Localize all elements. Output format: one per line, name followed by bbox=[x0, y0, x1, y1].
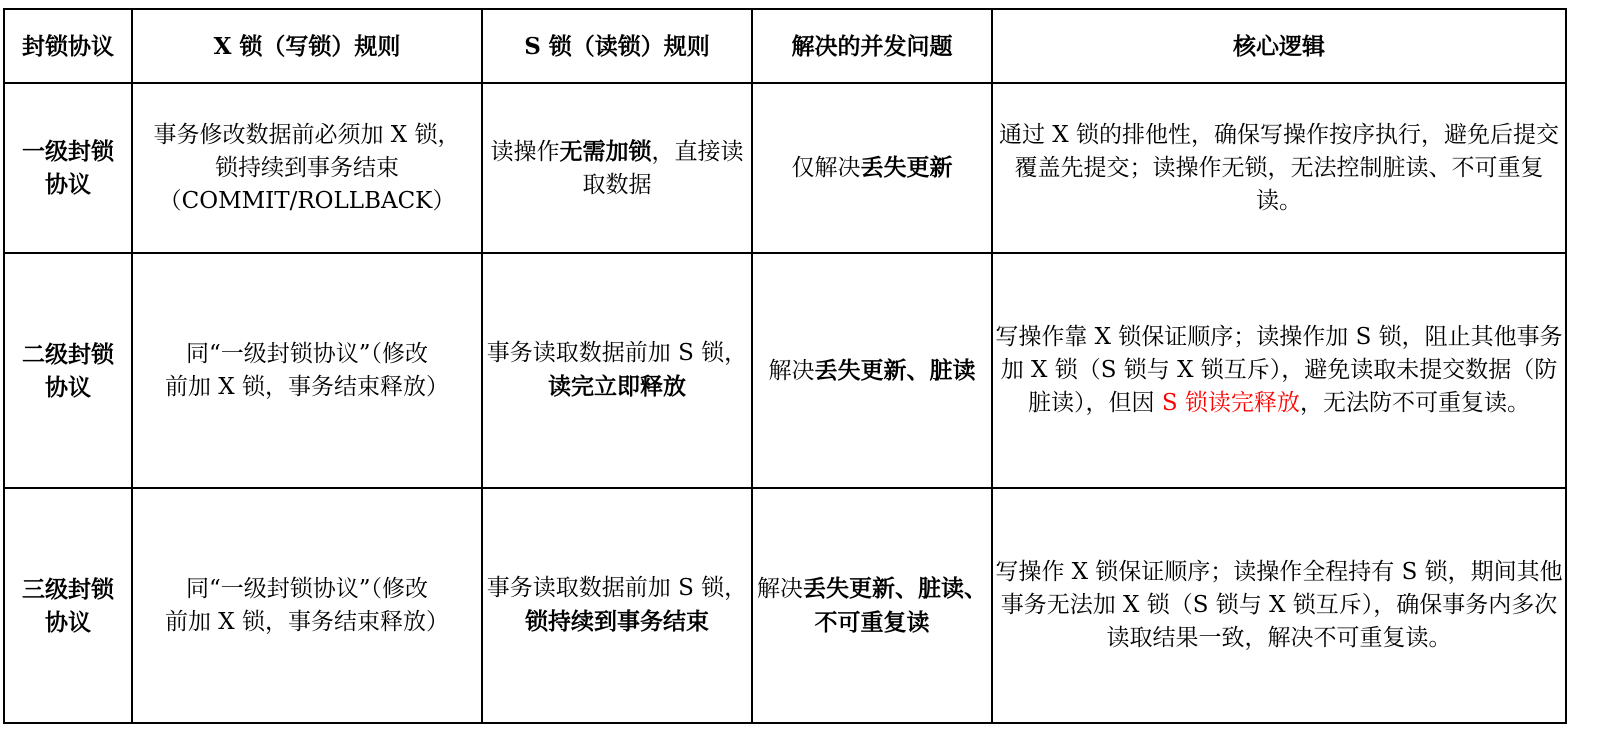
s-lock-rule-cell bbox=[482, 488, 752, 723]
x-rule-line: （COMMIT/ROLLBACK） bbox=[158, 187, 456, 214]
x-rule-line: 事务修改数据前必须加 X 锁， bbox=[153, 121, 461, 148]
x-lock-rule-cell bbox=[132, 253, 482, 488]
logic-text: ，无法防不可重复读。 bbox=[1299, 390, 1530, 416]
solved-issues-cell bbox=[752, 253, 992, 488]
solved-text: 解决 bbox=[768, 357, 815, 384]
s-lock-rule-cell bbox=[482, 83, 752, 253]
header-protocol: 封锁协议 bbox=[4, 9, 132, 83]
solved-bold: 丢失更新 bbox=[860, 154, 953, 181]
x-lock-rule-cell bbox=[132, 83, 482, 253]
s-rule-text: 事务读取数据前加 S 锁， bbox=[486, 340, 748, 366]
x-rule-line: 前加 X 锁，事务结束释放） bbox=[165, 608, 449, 635]
logic-text: 写操作 X 锁保证顺序；读操作全程持有 S 锁，期间其他事务无法加 X 锁（S 锁与 X 锁互斥），确保事务内多次读取结果一致，解决不可重复读。 bbox=[995, 559, 1563, 651]
header-x-lock-rule: X 锁（写锁）规则 bbox=[132, 9, 482, 83]
x-rule-line: 同“一级封锁协议”（修改 bbox=[185, 575, 429, 602]
core-logic-cell bbox=[992, 83, 1566, 253]
protocol-name-cell bbox=[4, 488, 132, 723]
s-lock-rule-cell bbox=[482, 253, 752, 488]
s-rule-text: 读操作 bbox=[490, 138, 560, 165]
core-logic-cell bbox=[992, 253, 1566, 488]
solved-issues-cell bbox=[752, 488, 992, 723]
table-row bbox=[4, 83, 1566, 253]
protocol-name-line: 协议 bbox=[45, 373, 91, 401]
s-rule-bold: 读完立即释放 bbox=[548, 373, 686, 400]
logic-text: 写操作靠 X 锁保证顺序；读操作加 S 锁，阻止其他事务加 X 锁（S 锁与 X 锁互斥），避免读取未提交数据（防脏读），但因 bbox=[995, 324, 1563, 416]
protocol-name-cell bbox=[4, 253, 132, 488]
protocol-name-line: 三级封锁 bbox=[22, 575, 114, 603]
solved-bold: 丢失更新、脏读 bbox=[814, 356, 976, 384]
solved-bold: 丢失更新、脏读、不可重复读 bbox=[803, 574, 987, 636]
table-header-row bbox=[4, 9, 1566, 83]
s-rule-bold: 无需加锁 bbox=[559, 137, 652, 165]
solved-text: 解决 bbox=[757, 575, 803, 602]
logic-highlight: S 锁读完释放 bbox=[1161, 390, 1300, 416]
solved-issues-cell bbox=[752, 83, 992, 253]
x-lock-rule-cell bbox=[132, 488, 482, 723]
protocol-name-cell bbox=[4, 83, 132, 253]
protocol-name-line: 二级封锁 bbox=[22, 340, 114, 368]
protocol-name-line: 一级封锁 bbox=[22, 138, 114, 165]
solved-text: 仅解决 bbox=[791, 155, 861, 181]
protocol-name-line: 协议 bbox=[45, 608, 91, 636]
table-row bbox=[4, 253, 1566, 488]
x-rule-line: 锁持续到事务结束 bbox=[215, 154, 399, 181]
protocol-name-line: 协议 bbox=[45, 171, 91, 198]
header-s-lock-rule: S 锁（读锁）规则 bbox=[482, 9, 752, 83]
locking-protocol-table bbox=[3, 8, 1567, 724]
core-logic-cell bbox=[992, 488, 1566, 723]
header-solved-issues: 解决的并发问题 bbox=[752, 9, 992, 83]
s-rule-bold: 锁持续到事务结束 bbox=[525, 608, 709, 635]
logic-text: 通过 X 锁的排他性，确保写操作按序执行，避免后提交覆盖先提交；读操作无锁，无法控制脏读、不可重复读。 bbox=[999, 121, 1559, 214]
table-row bbox=[4, 488, 1566, 723]
x-rule-line: 前加 X 锁，事务结束释放） bbox=[165, 373, 449, 400]
header-core-logic: 核心逻辑 bbox=[992, 9, 1566, 83]
s-rule-text: ，直接读取数据 bbox=[582, 138, 744, 198]
s-rule-text: 事务读取数据前加 S 锁， bbox=[486, 575, 748, 601]
x-rule-line: 同“一级封锁协议”（修改 bbox=[185, 340, 429, 367]
